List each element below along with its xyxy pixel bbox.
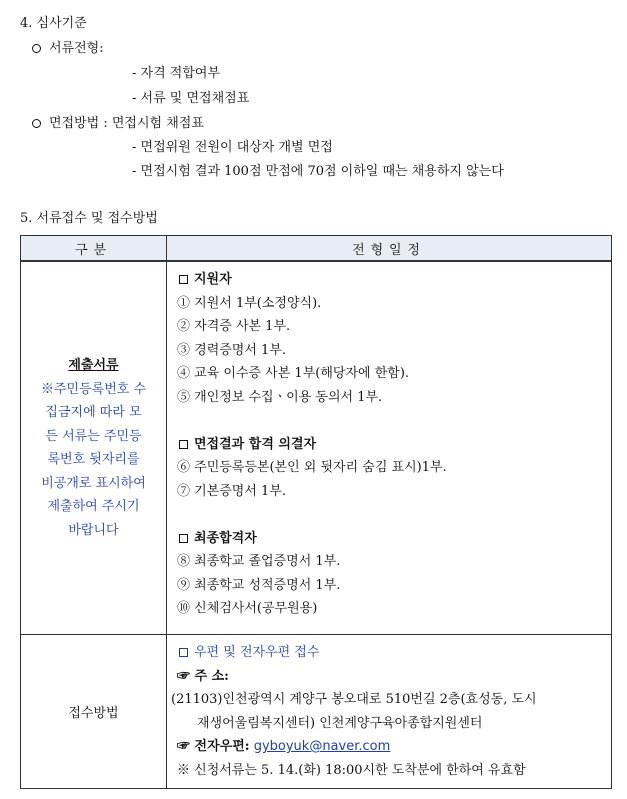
checkbox-square-icon (179, 534, 188, 543)
method-title (177, 641, 611, 665)
table-row-method (21, 635, 612, 789)
list-item: ③ 경력증명서 1부. (177, 342, 287, 358)
deadline-note: ※ 신청서류는 5. 14.(화) 18:00시한 도착분에 한하여 유효함 (177, 762, 526, 778)
documents-left-cell (21, 261, 167, 635)
submission-table (20, 235, 612, 789)
email-row (177, 735, 611, 759)
method-right-cell (167, 635, 612, 789)
list-item: ⑧ 최종학교 졸업증명서 1부. (177, 554, 341, 569)
list-item: ④ 교육 이수증 사본 1부(해당자에 한함). (177, 366, 410, 381)
note-line: 비공개로 표시하여 (41, 475, 146, 491)
section4-title: 4. 심사기준 (20, 16, 87, 31)
note-line: 제출하여 주시기 (47, 499, 140, 514)
note-line: 집금지에 따라 모 (45, 405, 142, 420)
doc-item-1: - 자격 적합여부 (132, 66, 221, 81)
header-schedule: 전형일정 (167, 236, 612, 262)
group-title-text: 면접결과 합격 의결자 (194, 436, 317, 452)
note-line: 든 서류는 주민등 (45, 428, 142, 444)
group-interview-title (177, 433, 611, 457)
list-item: ⑨ 최종학교 성적증명서 1부. (177, 577, 341, 593)
header-category: 구분 (21, 236, 167, 262)
table-header-row (21, 236, 612, 262)
doc-item-2: - 서류 및 면접채점표 (132, 91, 250, 106)
note-line: 록번호 뒷자리를 (47, 452, 140, 467)
documents-note (21, 378, 166, 543)
checkbox-square-icon (179, 648, 188, 657)
list-item: ① 지원서 1부(소정양식). (177, 295, 322, 311)
doc-review-label: 서류전형: (49, 41, 104, 56)
group-applicant-title (177, 268, 611, 292)
group-title-text: 최종합격자 (194, 530, 257, 546)
email-label: ☞ 전자우편: (177, 739, 250, 754)
interview-item-1: - 면접위원 전원이 대상자 개별 면접 (132, 140, 333, 155)
list-item: ⑥ 주민등록등본(본인 외 뒷자리 숨김 표시)1부. (177, 460, 447, 475)
group-title-text: 지원자 (194, 272, 232, 287)
documents-title: 제출서류 (68, 358, 119, 373)
list-item: ⑦ 기본증명서 1부. (177, 483, 287, 499)
section5-title: 5. 서류접수 및 접수방법 (20, 211, 158, 226)
note-line: 바랍니다 (68, 522, 119, 538)
address-line-2: 재생어울림복지센터) 인천계양구육아종합지원센터 (197, 715, 483, 731)
doc-review-row (32, 37, 104, 56)
circle-bullet-icon (32, 44, 41, 53)
method-title-text: 우편 및 전자우편 접수 (194, 645, 320, 660)
group-final-title (177, 527, 611, 551)
interview-item-2: - 면접시험 결과 100점 만점에 70점 이하일 때는 채용하지 않는다 (132, 164, 504, 179)
table-row-documents (21, 261, 612, 635)
address-label: ☞ 주 소: (177, 668, 229, 684)
address-line-1: (21103)인천광역시 계양구 봉오대로 510번길 2층(효성동, 도시 (171, 692, 537, 707)
list-item: ⑤ 개인정보 수집ㆍ이용 동의서 1부. (177, 389, 383, 405)
checkbox-square-icon (179, 275, 188, 284)
note-line: ※주민등록번호 수 (40, 381, 147, 397)
circle-bullet-icon (32, 119, 41, 128)
interview-row (32, 112, 204, 131)
interview-label: 면접방법 : 면접시험 채점표 (49, 116, 204, 131)
list-item: ② 자격증 사본 1부. (177, 319, 291, 334)
method-left-cell: 접수방법 (21, 635, 167, 789)
checkbox-square-icon (179, 440, 188, 449)
list-item: ⑩ 신체검사서(공무원용) (177, 601, 318, 616)
documents-right-cell (167, 261, 612, 635)
email-link[interactable]: gyboyuk@naver.com (253, 739, 391, 754)
